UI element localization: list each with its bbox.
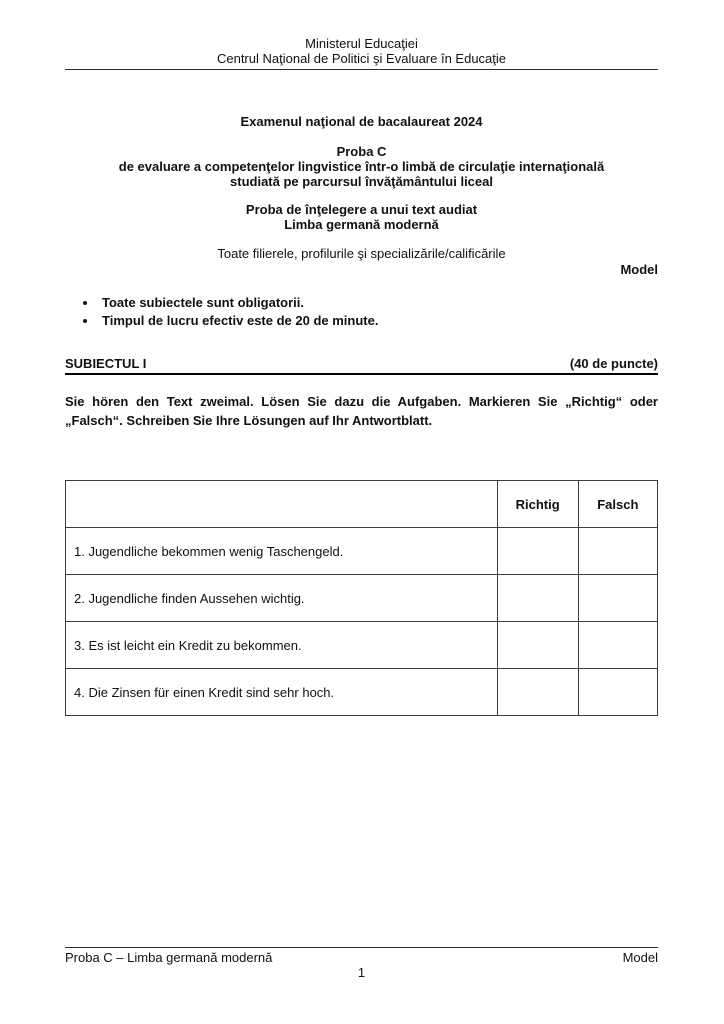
table-row [66, 528, 658, 575]
table-header-row [66, 481, 658, 528]
falsch-header-cell: Falsch [578, 481, 657, 528]
table-row [66, 575, 658, 622]
statement-cell: 3. Es ist leicht ein Kredit zu bekommen. [66, 622, 498, 669]
proba-title: Proba C [336, 144, 387, 159]
exam-description-line2: studiată pe parcursul învăţământului liceal [230, 174, 493, 189]
general-rules-list [65, 295, 658, 328]
document-footer [65, 947, 658, 980]
falsch-answer-cell [578, 622, 657, 669]
statement-cell: 2. Jugendliche finden Aussehen wichtig. [66, 575, 498, 622]
empty-header-cell [66, 481, 498, 528]
richtig-answer-cell [497, 528, 578, 575]
richtig-answer-cell [497, 575, 578, 622]
true-false-table [65, 480, 658, 716]
falsch-answer-cell [578, 575, 657, 622]
falsch-answer-cell [578, 528, 657, 575]
test-type-line1: Proba de înţelegere a unui text audiat [245, 202, 478, 217]
exam-description-line1: de evaluare a competenţelor lingvistice într-o limbă de circulaţie internaţională [118, 159, 605, 174]
richtig-answer-cell [497, 669, 578, 716]
rule-item: • Toate subiectele sunt obligatorii. [98, 295, 658, 310]
subject-label: SUBIECTUL I [65, 356, 147, 371]
subject-heading [65, 356, 658, 375]
model-label: Model [620, 262, 658, 277]
richtig-header-cell: Richtig [497, 481, 578, 528]
footer-row [65, 950, 658, 965]
table-row [66, 669, 658, 716]
page-number: 1 [357, 965, 366, 980]
falsch-answer-cell [578, 669, 657, 716]
test-type-block [65, 202, 658, 232]
table-row [66, 622, 658, 669]
richtig-answer-cell [497, 622, 578, 669]
footer-right-label: Model [622, 950, 658, 965]
document-header [65, 36, 658, 70]
footer-left-label: Proba C – Limba germană modernă [65, 950, 273, 965]
title-block [65, 114, 658, 189]
rule-item: • Timpul de lucru efectiv este de 20 de minute. [98, 313, 658, 328]
filiere-line: Toate filierele, profilurile şi specializările/calificările [217, 246, 506, 261]
statement-cell: 4. Die Zinsen für einen Kredit sind sehr hoch. [66, 669, 498, 716]
exam-title: Examenul naţional de bacalaureat 2024 [240, 114, 483, 129]
test-type-line2: Limba germană modernă [284, 217, 439, 232]
ministry-name: Ministerul Educaţiei [305, 36, 418, 51]
statement-cell: 1. Jugendliche bekommen wenig Taschengeld. [66, 528, 498, 575]
center-name: Centrul Naţional de Politici şi Evaluare în Educaţie [216, 51, 507, 66]
subject-points: (40 de puncte) [569, 356, 658, 371]
task-instructions: Sie hören den Text zweimal. Lösen Sie dazu die Aufgaben. Markieren Sie „Richtig“ oder „Falsch“. Schreiben Sie Ihre Lösungen auf Ihr Antwortblatt. [65, 394, 658, 428]
